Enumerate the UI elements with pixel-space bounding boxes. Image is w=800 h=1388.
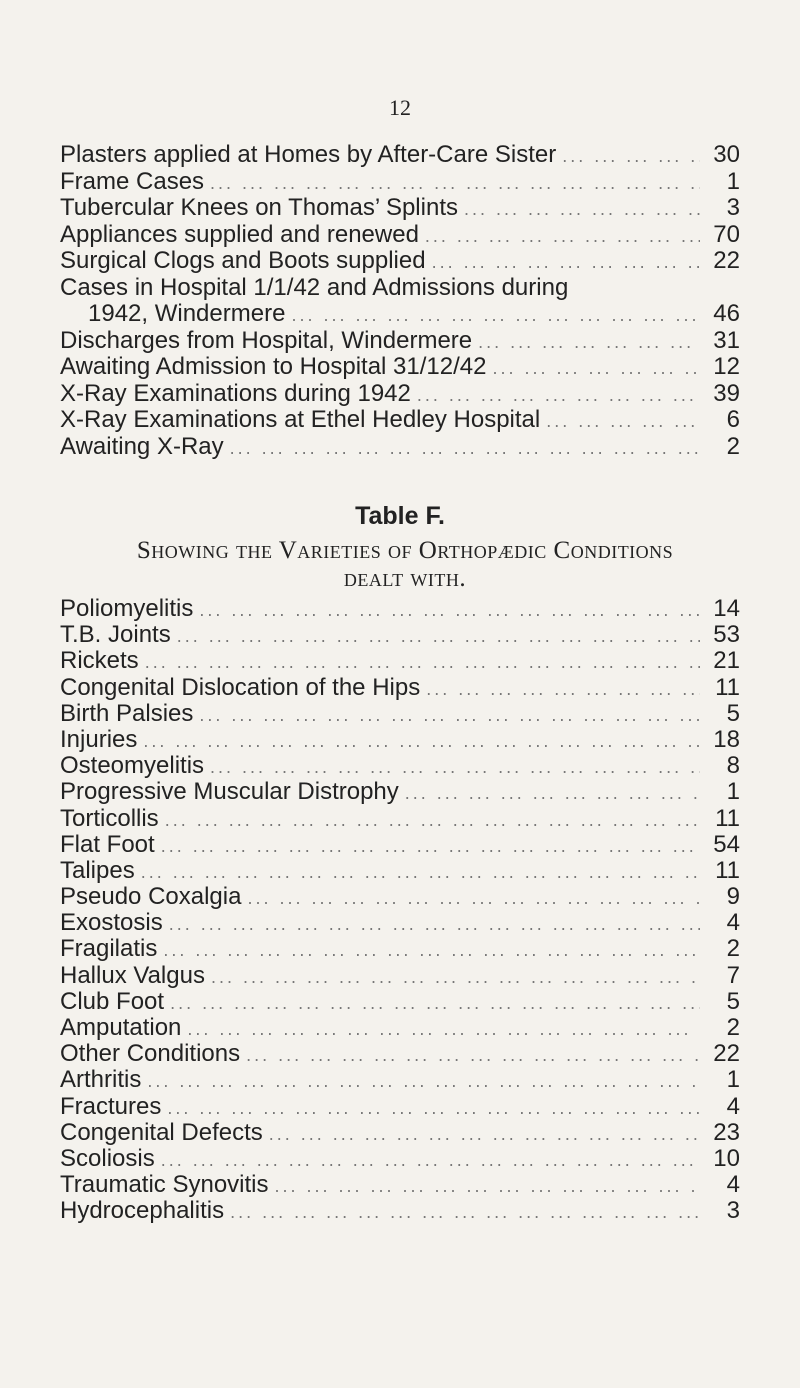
condition-row: [60, 806, 740, 832]
leader-dots: [492, 355, 700, 382]
condition-count: 7: [726, 961, 740, 989]
leader-dots: [246, 1042, 700, 1068]
condition-label: Amputation: [60, 1014, 182, 1041]
condition-count: 4: [726, 1171, 740, 1199]
condition-count: 5: [726, 987, 740, 1015]
summary-value: 39: [713, 379, 740, 407]
condition-row: [60, 596, 740, 622]
condition-count: 14: [713, 595, 740, 622]
summary-label: Frame Cases: [60, 167, 205, 195]
condition-label: Talipes: [60, 856, 135, 884]
condition-count: 4: [726, 909, 740, 937]
table-title: Table F.: [355, 502, 445, 530]
condition-row: [60, 1041, 740, 1067]
condition-count: 23: [713, 1118, 740, 1146]
condition-row: [60, 858, 740, 884]
page-number: 12: [389, 95, 411, 120]
condition-row: [60, 989, 740, 1015]
summary-label: Discharges from Hospital, Windermere: [60, 326, 473, 354]
condition-row: [60, 1015, 740, 1041]
summary-value: 2: [726, 432, 740, 460]
leader-dots: [199, 702, 700, 728]
summary-row: [60, 354, 740, 381]
condition-count: 5: [726, 699, 740, 727]
leader-dots: [211, 964, 700, 990]
summary-row: [60, 381, 740, 408]
condition-count: 1: [726, 1066, 740, 1094]
leader-dots: [210, 754, 700, 780]
condition-count: 21: [713, 647, 740, 675]
summary-row: [60, 195, 740, 222]
summary-value: 46: [713, 300, 740, 327]
summary-row: [60, 248, 740, 275]
condition-label: Hydrocephalitis: [60, 1197, 225, 1225]
leader-dots: [291, 302, 700, 329]
condition-row: [60, 727, 740, 753]
leader-dots: [169, 911, 700, 937]
summary-row-heading: [60, 275, 740, 302]
condition-count: 10: [713, 1144, 740, 1172]
condition-row: [60, 936, 740, 962]
summary-row: [60, 169, 740, 196]
conditions-list: [60, 596, 740, 1225]
condition-label: Pseudo Coxalgia: [60, 883, 242, 911]
summary-label: X-Ray Examinations at Ethel Hedley Hospital: [60, 406, 541, 433]
condition-row: [60, 963, 740, 989]
condition-label: Rickets: [60, 647, 139, 675]
summary-row: [60, 407, 740, 434]
table-subtitle: [60, 537, 750, 593]
condition-label: Club Foot: [60, 987, 165, 1015]
summary-label: Awaiting Admission to Hospital 31/12/42: [60, 353, 487, 380]
leader-dots: [163, 937, 700, 963]
condition-row: [60, 753, 740, 779]
summary-value: 30: [713, 141, 740, 168]
condition-row: [60, 675, 740, 701]
leader-dots: [170, 990, 700, 1016]
summary-row: [60, 301, 740, 328]
condition-label: Other Conditions: [60, 1040, 241, 1068]
leader-dots: [546, 408, 700, 435]
leader-dots: [187, 1016, 700, 1042]
leader-dots: [143, 728, 700, 754]
leader-dots: [177, 623, 700, 649]
condition-row: [60, 701, 740, 727]
leader-dots: [145, 649, 700, 675]
leader-dots: [161, 833, 700, 859]
table-subtitle-line: Showing the Varieties of Orthopædic Conditions: [136, 537, 674, 564]
condition-label: Torticollis: [60, 804, 159, 832]
condition-count: 8: [726, 752, 740, 780]
summary-value: 1: [726, 167, 740, 195]
condition-label: Traumatic Synovitis: [60, 1171, 269, 1199]
leader-dots: [210, 170, 700, 197]
summary-list: [60, 142, 740, 460]
leader-dots: [230, 1199, 700, 1225]
condition-label: Progressive Muscular Distrophy: [60, 778, 399, 806]
leader-dots: [464, 196, 700, 223]
condition-label: Scoliosis: [60, 1144, 155, 1172]
summary-label-continued: 1942, Windermere: [88, 300, 286, 327]
condition-count: 11: [715, 856, 740, 884]
leader-dots: [426, 676, 700, 702]
leader-dots: [417, 382, 700, 409]
summary-label: Appliances supplied and renewed: [60, 220, 419, 248]
condition-label: T.B. Joints: [60, 621, 171, 649]
condition-label: Fractures: [60, 1092, 162, 1120]
summary-label: X-Ray Examinations during 1942: [60, 379, 411, 407]
condition-label: Birth Palsies: [60, 699, 194, 727]
condition-count: 18: [713, 725, 740, 753]
condition-count: 11: [715, 673, 740, 701]
condition-count: 54: [713, 830, 740, 858]
condition-row: [60, 648, 740, 674]
summary-row: [60, 142, 740, 169]
condition-label: Exostosis: [60, 909, 163, 937]
condition-row: [60, 779, 740, 805]
condition-count: 11: [715, 804, 740, 832]
summary-value: 6: [726, 406, 740, 433]
leader-dots: [247, 885, 700, 911]
leader-dots: [199, 597, 700, 623]
leader-dots: [432, 249, 700, 276]
summary-label: Surgical Clogs and Boots supplied: [60, 247, 426, 274]
condition-label: Congenital Defects: [60, 1118, 263, 1146]
summary-label: Tubercular Knees on Thomas’ Splints: [60, 194, 458, 221]
condition-label: Poliomyelitis: [60, 595, 194, 622]
leader-dots: [405, 780, 700, 806]
leader-dots: [161, 1147, 700, 1173]
condition-label: Flat Foot: [60, 830, 155, 858]
condition-row: [60, 910, 740, 936]
condition-row: [60, 1198, 740, 1224]
condition-row: [60, 1146, 740, 1172]
condition-label: Hallux Valgus: [60, 961, 205, 989]
summary-value: 70: [713, 220, 740, 248]
condition-row: [60, 884, 740, 910]
summary-label: Plasters applied at Homes by After-Care Sister: [60, 141, 557, 168]
condition-label: Fragilatis: [60, 935, 158, 963]
leader-dots: [269, 1121, 700, 1147]
leader-dots: [167, 1095, 700, 1121]
leader-dots: [230, 435, 700, 462]
leader-dots: [562, 143, 700, 170]
leader-dots: [141, 859, 700, 885]
leader-dots: [275, 1173, 701, 1199]
summary-label: Cases in Hospital 1/1/42 and Admissions during: [60, 273, 569, 301]
summary-value: 31: [713, 326, 740, 354]
summary-value: 12: [713, 353, 740, 380]
leader-dots: [425, 223, 700, 250]
condition-count: 2: [726, 1014, 740, 1041]
condition-row: [60, 622, 740, 648]
condition-count: 1: [726, 778, 740, 806]
condition-count: 22: [713, 1040, 740, 1068]
condition-count: 2: [726, 935, 740, 963]
condition-count: 9: [726, 883, 740, 911]
summary-label: Awaiting X-Ray: [60, 432, 224, 460]
summary-value: 3: [726, 194, 740, 221]
condition-row: [60, 1094, 740, 1120]
condition-row: [60, 832, 740, 858]
condition-row: [60, 1067, 740, 1093]
summary-row: [60, 328, 740, 355]
leader-dots: [147, 1068, 700, 1094]
condition-count: 53: [713, 621, 740, 649]
condition-label: Injuries: [60, 725, 138, 753]
leader-dots: [478, 329, 700, 356]
condition-label: Arthritis: [60, 1066, 142, 1094]
condition-label: Osteomyelitis: [60, 752, 205, 780]
summary-value: 22: [713, 247, 740, 274]
condition-count: 3: [726, 1197, 740, 1225]
condition-row: [60, 1120, 740, 1146]
condition-label: Congenital Dislocation of the Hips: [60, 673, 421, 701]
table-subtitle-line: dealt with.: [343, 565, 467, 592]
condition-count: 4: [726, 1092, 740, 1120]
summary-row: [60, 434, 740, 461]
summary-row: [60, 222, 740, 249]
leader-dots: [165, 807, 700, 833]
condition-row: [60, 1172, 740, 1198]
